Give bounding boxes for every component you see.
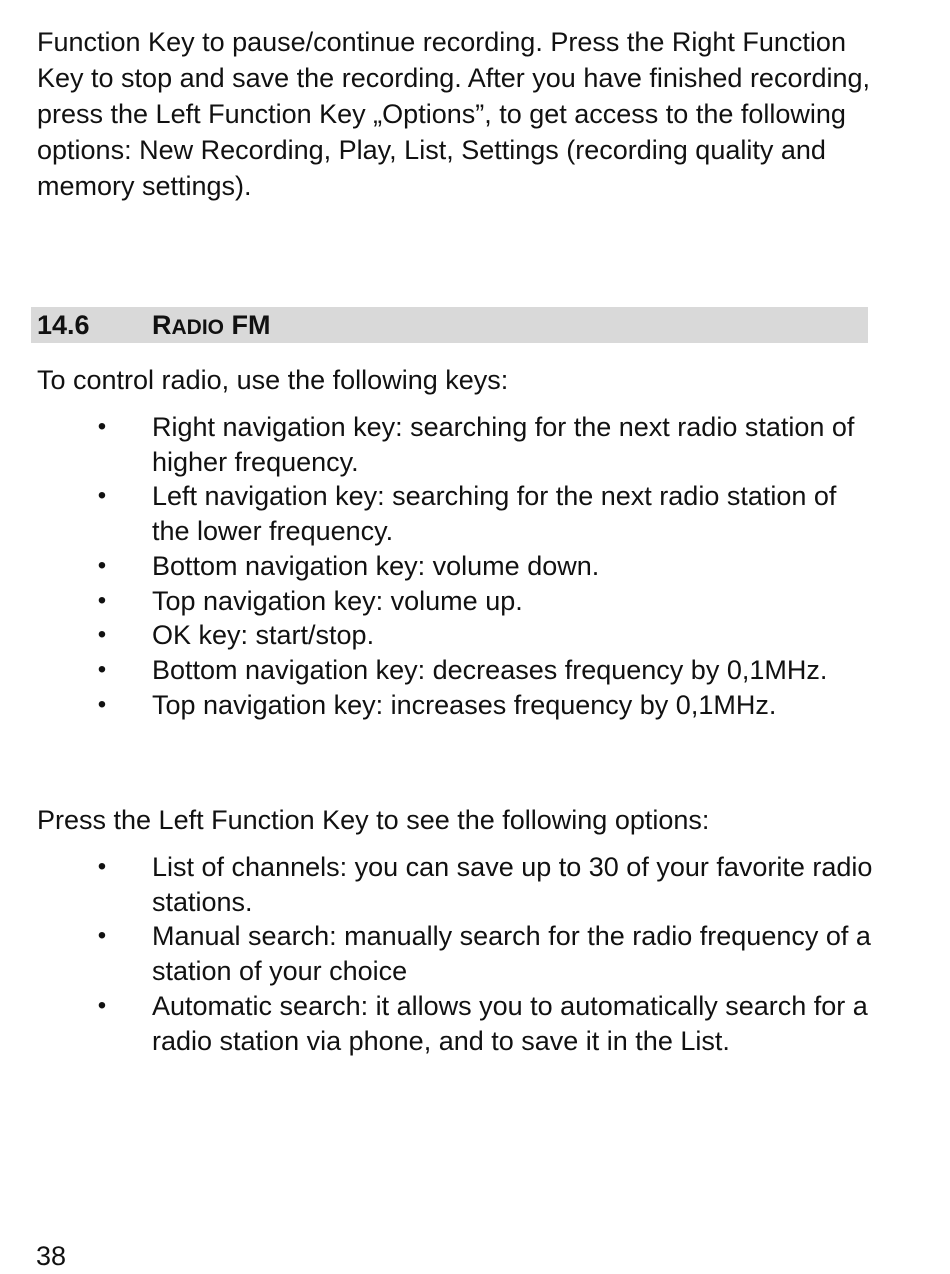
page-number: 38	[36, 1241, 67, 1271]
list-item-text: List of channels: you can save up to 30 of your favorite radio stations.	[152, 852, 873, 917]
section-title-rest: FM	[224, 310, 271, 340]
list-item-text: Bottom navigation key: volume down.	[152, 550, 600, 581]
options-intro: Press the Left Function Key to see the following options:	[37, 805, 710, 835]
list-item-text: Top navigation key: increases frequency by 0,1MHz.	[152, 689, 777, 720]
list-item	[0, 850, 880, 919]
list-item-text: Right navigation key: searching for the next radio station of higher frequency.	[152, 412, 855, 477]
bullet: •	[97, 413, 107, 440]
section-title-small-caps: ADIO	[171, 316, 224, 339]
bullet: •	[97, 482, 107, 510]
list-item-text: Top navigation key: volume up.	[152, 585, 523, 616]
section-title	[152, 307, 271, 346]
list-item	[0, 688, 880, 723]
bullet: •	[97, 690, 107, 718]
section-number: 14.6	[37, 310, 90, 340]
bullet: •	[97, 586, 107, 614]
list-item	[0, 479, 880, 548]
bullet: •	[97, 655, 107, 683]
bullet: •	[97, 922, 107, 950]
list-item	[0, 989, 880, 1058]
bullet: •	[97, 853, 107, 880]
list-item	[0, 410, 880, 479]
radio-keys-list	[0, 410, 880, 722]
list-item-text: Automatic search: it allows you to automatically search for a radio station via phone, and to save it in the List.	[152, 990, 868, 1056]
list-item-text: Manual search: manually search for the radio frequency of a station of your choice	[152, 921, 871, 987]
list-item-text: OK key: start/stop.	[152, 620, 375, 651]
list-item	[0, 584, 880, 619]
list-item	[0, 919, 880, 988]
section-title-initial: R	[152, 310, 172, 340]
options-list	[0, 850, 880, 1058]
list-item	[0, 653, 880, 688]
radio-keys-intro: To control radio, use the following keys:	[37, 365, 509, 395]
bullet: •	[97, 551, 107, 579]
bullet: •	[97, 621, 107, 649]
section-heading	[31, 307, 868, 343]
list-item-text: Bottom navigation key: decreases frequency by 0,1MHz.	[152, 654, 828, 685]
list-item-text: Left navigation key: searching for the next radio station of the lower frequency.	[152, 481, 837, 547]
bullet: •	[97, 991, 107, 1019]
list-item	[0, 618, 880, 653]
intro-paragraph: Function Key to pause/continue recording. Press the Right Function Key to stop and save the recording. After you have finished recording, press the Left Function Key „Options”, to get access to the following options: New Recording, Play, List, Settings (recording quality and memory settings).	[37, 27, 871, 201]
list-item	[0, 549, 880, 584]
